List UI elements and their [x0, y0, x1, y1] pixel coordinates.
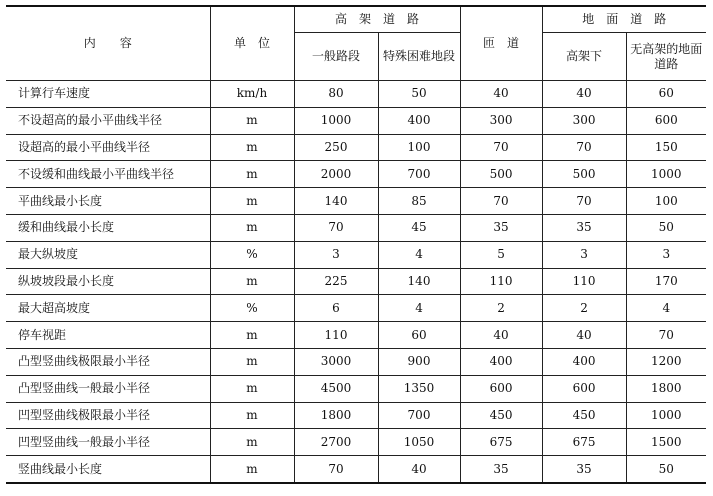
row-unit: m	[210, 214, 294, 241]
row-item-name: 计算行车速度	[6, 81, 210, 108]
row-unit: %	[210, 295, 294, 322]
header-elevated-road: 高 架 道 路	[294, 6, 460, 33]
row-value: 4	[378, 295, 460, 322]
row-value: 110	[460, 268, 542, 295]
header-ramp: 匝 道	[460, 6, 542, 81]
row-value: 4500	[294, 375, 378, 402]
row-unit: m	[210, 322, 294, 349]
row-value: 1050	[378, 429, 460, 456]
header-general-section: 一般路段	[294, 33, 378, 81]
row-item-name: 竖曲线最小长度	[6, 456, 210, 483]
row-value: 1200	[626, 348, 706, 375]
row-value: 35	[542, 456, 626, 483]
row-value: 400	[460, 348, 542, 375]
row-unit: m	[210, 456, 294, 483]
row-value: 110	[294, 322, 378, 349]
row-value: 40	[542, 322, 626, 349]
row-value: 35	[460, 456, 542, 483]
row-value: 1800	[626, 375, 706, 402]
row-value: 100	[378, 134, 460, 161]
row-value: 3	[542, 241, 626, 268]
table-row	[6, 402, 706, 429]
row-value: 60	[378, 322, 460, 349]
row-value: 500	[542, 161, 626, 188]
row-item-name: 最大超高坡度	[6, 295, 210, 322]
row-item-name: 凸型竖曲线一般最小半径	[6, 375, 210, 402]
row-value: 700	[378, 402, 460, 429]
row-unit: m	[210, 429, 294, 456]
row-unit: %	[210, 241, 294, 268]
header-unit: 单 位	[210, 6, 294, 81]
row-unit: m	[210, 375, 294, 402]
row-value: 35	[542, 214, 626, 241]
table-row	[6, 241, 706, 268]
row-value: 40	[542, 81, 626, 108]
row-value: 400	[542, 348, 626, 375]
row-value: 140	[378, 268, 460, 295]
row-item-name: 不设缓和曲线最小平曲线半径	[6, 161, 210, 188]
row-value: 40	[378, 456, 460, 483]
row-value: 1000	[626, 402, 706, 429]
row-value: 500	[460, 161, 542, 188]
row-value: 5	[460, 241, 542, 268]
table-row	[6, 295, 706, 322]
table-row	[6, 214, 706, 241]
row-value: 70	[460, 188, 542, 215]
row-value: 70	[542, 134, 626, 161]
row-unit: m	[210, 402, 294, 429]
row-unit: m	[210, 161, 294, 188]
row-value: 300	[542, 107, 626, 134]
row-value: 675	[542, 429, 626, 456]
table-row	[6, 81, 706, 108]
row-value: 450	[542, 402, 626, 429]
row-value: 70	[294, 456, 378, 483]
row-value: 70	[542, 188, 626, 215]
row-value: 250	[294, 134, 378, 161]
row-value: 70	[294, 214, 378, 241]
row-value: 2700	[294, 429, 378, 456]
header-no-elevated-ground: 无高架的地面道路	[626, 33, 706, 81]
row-value: 45	[378, 214, 460, 241]
design-standards-table	[6, 5, 706, 484]
row-value: 675	[460, 429, 542, 456]
table-row	[6, 268, 706, 295]
row-value: 2	[460, 295, 542, 322]
row-value: 2000	[294, 161, 378, 188]
row-value: 40	[460, 322, 542, 349]
row-item-name: 纵坡坡段最小长度	[6, 268, 210, 295]
row-value: 100	[626, 188, 706, 215]
row-item-name: 凹型竖曲线一般最小半径	[6, 429, 210, 456]
row-value: 70	[626, 322, 706, 349]
row-value: 70	[460, 134, 542, 161]
row-item-name: 缓和曲线最小长度	[6, 214, 210, 241]
row-value: 40	[460, 81, 542, 108]
header-under-elevated: 高架下	[542, 33, 626, 81]
table-row	[6, 134, 706, 161]
row-value: 1800	[294, 402, 378, 429]
row-value: 1000	[626, 161, 706, 188]
row-value: 85	[378, 188, 460, 215]
row-item-name: 凸型竖曲线极限最小半径	[6, 348, 210, 375]
table-row	[6, 456, 706, 483]
row-value: 170	[626, 268, 706, 295]
row-value: 300	[460, 107, 542, 134]
row-value: 1350	[378, 375, 460, 402]
row-value: 110	[542, 268, 626, 295]
row-value: 35	[460, 214, 542, 241]
row-item-name: 凹型竖曲线极限最小半径	[6, 402, 210, 429]
row-unit: m	[210, 134, 294, 161]
row-value: 50	[626, 214, 706, 241]
row-item-name: 最大纵坡度	[6, 241, 210, 268]
row-value: 600	[460, 375, 542, 402]
row-value: 400	[378, 107, 460, 134]
row-unit: m	[210, 188, 294, 215]
table-row	[6, 348, 706, 375]
row-value: 4	[378, 241, 460, 268]
row-value: 1500	[626, 429, 706, 456]
header-difficult-section: 特殊困难地段	[378, 33, 460, 81]
row-value: 1000	[294, 107, 378, 134]
row-value: 50	[378, 81, 460, 108]
table-row	[6, 429, 706, 456]
row-value: 225	[294, 268, 378, 295]
row-value: 60	[626, 81, 706, 108]
row-value: 700	[378, 161, 460, 188]
header-content: 内 容	[6, 6, 210, 81]
row-value: 150	[626, 134, 706, 161]
row-value: 600	[542, 375, 626, 402]
row-unit: km/h	[210, 81, 294, 108]
row-value: 50	[626, 456, 706, 483]
row-value: 600	[626, 107, 706, 134]
header-ground-road: 地 面 道 路	[542, 6, 706, 33]
row-unit: m	[210, 348, 294, 375]
row-value: 80	[294, 81, 378, 108]
row-value: 2	[542, 295, 626, 322]
table-row	[6, 161, 706, 188]
row-unit: m	[210, 268, 294, 295]
row-value: 140	[294, 188, 378, 215]
row-value: 450	[460, 402, 542, 429]
row-value: 6	[294, 295, 378, 322]
row-item-name: 平曲线最小长度	[6, 188, 210, 215]
row-value: 3	[626, 241, 706, 268]
table-row	[6, 188, 706, 215]
row-item-name: 设超高的最小平曲线半径	[6, 134, 210, 161]
row-value: 4	[626, 295, 706, 322]
table-row	[6, 375, 706, 402]
row-item-name: 不设超高的最小平曲线半径	[6, 107, 210, 134]
table-row	[6, 322, 706, 349]
row-unit: m	[210, 107, 294, 134]
row-item-name: 停车视距	[6, 322, 210, 349]
row-value: 900	[378, 348, 460, 375]
row-value: 3	[294, 241, 378, 268]
table-row	[6, 107, 706, 134]
table-body	[6, 81, 706, 483]
row-value: 3000	[294, 348, 378, 375]
